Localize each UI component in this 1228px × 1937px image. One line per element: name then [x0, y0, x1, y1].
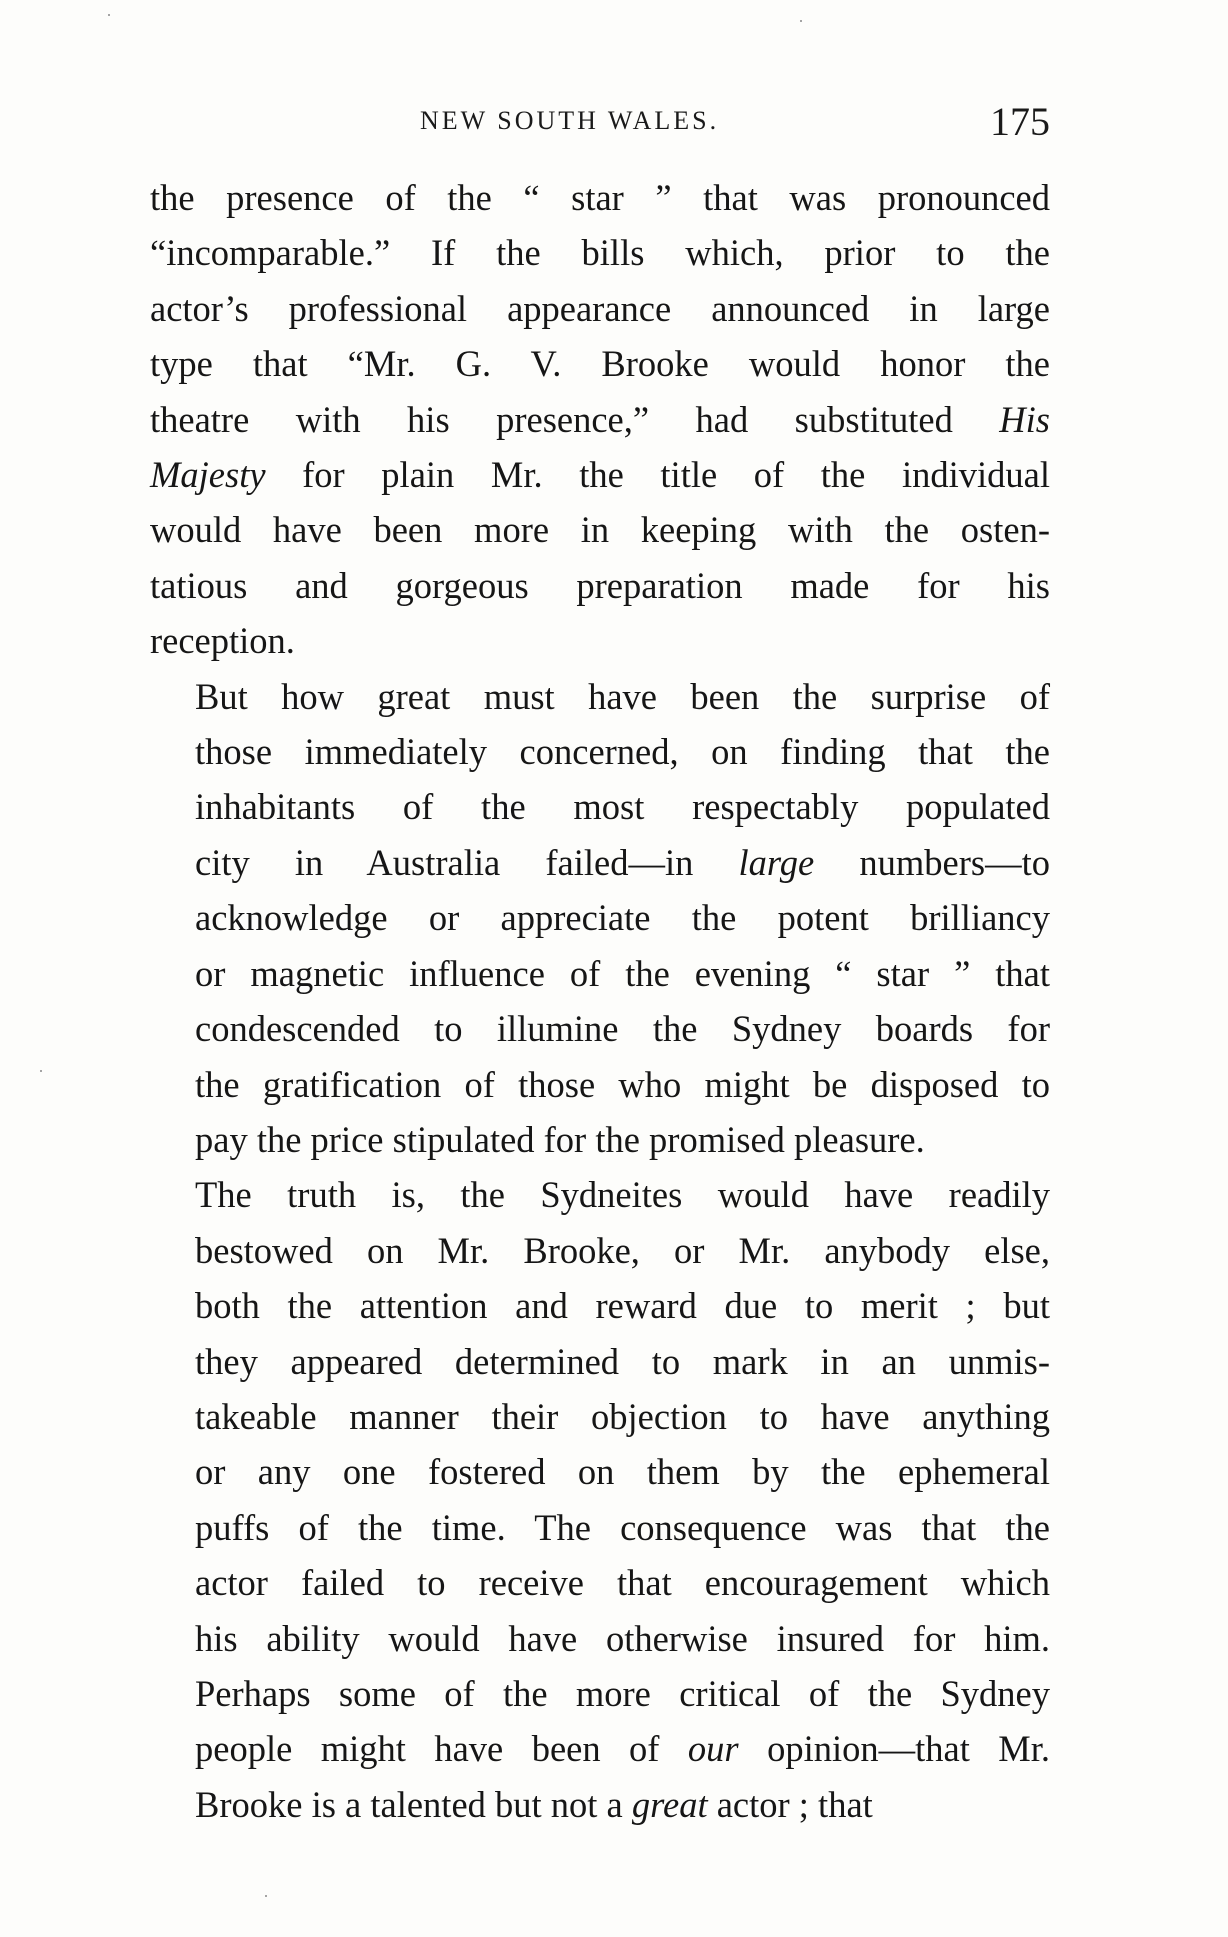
text-run: tatious and gorgeous preparation made for his	[150, 564, 1050, 606]
text-line	[150, 835, 1050, 890]
text-line	[150, 447, 1050, 502]
text-run: would have been more in keeping with the osten-	[150, 509, 1050, 551]
text-run: opinion—that Mr.	[738, 1728, 1051, 1770]
running-head	[150, 98, 1050, 148]
italic-text: His	[999, 398, 1050, 440]
page-number: 175	[990, 99, 1050, 144]
text-run: both the attention and reward due to merit ; but	[195, 1285, 1050, 1327]
text-run: type that “Mr. G. V. Brooke would honor the	[150, 343, 1050, 385]
text-run: or magnetic influence of the evening “ star ” that	[195, 952, 1050, 994]
text-run: the gratification of those who might be disposed to	[195, 1063, 1050, 1105]
text-line	[150, 170, 1050, 225]
text-run: for plain Mr. the title of the individual	[265, 454, 1050, 496]
text-line	[150, 502, 1050, 557]
italic-text: our	[687, 1728, 739, 1770]
text-run: reception.	[150, 620, 295, 662]
text-line	[150, 946, 1050, 1001]
text-line	[150, 1777, 1050, 1832]
text-run: those immediately concerned, on finding that the	[195, 731, 1050, 773]
text-run: bestowed on Mr. Brooke, or Mr. anybody else,	[195, 1229, 1050, 1271]
text-run: “incomparable.” If the bills which, prior to the	[150, 232, 1050, 274]
scan-speck	[108, 14, 110, 16]
paragraph	[150, 1167, 1050, 1832]
text-line	[150, 1112, 1050, 1167]
text-run: pay the price stipulated for the promised pleasure.	[195, 1118, 925, 1160]
text-run: theatre with his presence,” had substituted	[150, 398, 1000, 440]
text-run: puffs of the time. The consequence was that the	[195, 1506, 1050, 1548]
text-line	[150, 1500, 1050, 1555]
text-line	[150, 558, 1050, 613]
text-line	[150, 890, 1050, 945]
scan-speck	[40, 1070, 42, 1072]
text-run: takeable manner their objection to have anything	[195, 1395, 1050, 1437]
text-run: The truth is, the Sydneites would have readily	[195, 1174, 1050, 1216]
text-run: actor failed to receive that encouragement which	[195, 1562, 1050, 1604]
text-run: numbers—to	[814, 841, 1050, 883]
text-line	[150, 1721, 1050, 1776]
text-line	[150, 1278, 1050, 1333]
text-line	[150, 1666, 1050, 1721]
text-run: actor’s professional appearance announced in large	[150, 287, 1050, 329]
text-line	[150, 1389, 1050, 1444]
paragraph	[150, 669, 1050, 1168]
text-line	[150, 336, 1050, 391]
italic-text: great	[631, 1783, 708, 1825]
text-line	[150, 392, 1050, 447]
running-title: NEW SOUTH WALES.	[420, 106, 720, 135]
text-line	[150, 1555, 1050, 1610]
text-line	[150, 613, 1050, 668]
text-run: the presence of the “ star ” that was pronounced	[150, 177, 1050, 218]
text-line	[150, 1057, 1050, 1112]
text-line	[150, 669, 1050, 724]
scan-speck	[800, 20, 802, 22]
text-run: city in Australia failed—in	[195, 841, 739, 883]
text-run: actor ; that	[707, 1783, 873, 1825]
text-run: Brooke is a talented but not a	[195, 1783, 632, 1825]
text-run: his ability would have otherwise insured for him.	[195, 1617, 1050, 1659]
paragraph	[150, 170, 1050, 669]
text-line	[150, 1611, 1050, 1666]
text-line	[150, 1223, 1050, 1278]
text-run: inhabitants of the most respectably populated	[195, 786, 1050, 828]
text-line	[150, 281, 1050, 336]
text-run: condescended to illumine the Sydney boards for	[195, 1008, 1050, 1050]
italic-text: Majesty	[150, 454, 266, 496]
text-line	[150, 1444, 1050, 1499]
text-run: But how great must have been the surprise of	[195, 675, 1050, 717]
text-line	[150, 1001, 1050, 1056]
text-line	[150, 779, 1050, 834]
text-line	[150, 225, 1050, 280]
text-run: people might have been of	[195, 1728, 688, 1770]
scan-speck	[265, 1895, 267, 1897]
text-line	[150, 1167, 1050, 1222]
text-line	[150, 724, 1050, 779]
text-run: they appeared determined to mark in an unmis-	[195, 1340, 1050, 1382]
text-run: acknowledge or appreciate the potent brilliancy	[195, 897, 1050, 939]
text-line	[150, 1334, 1050, 1389]
text-run: or any one fostered on them by the ephemeral	[195, 1451, 1050, 1493]
body-text	[150, 170, 1050, 1832]
italic-text: large	[738, 841, 815, 883]
text-run: Perhaps some of the more critical of the Sydney	[195, 1672, 1050, 1714]
